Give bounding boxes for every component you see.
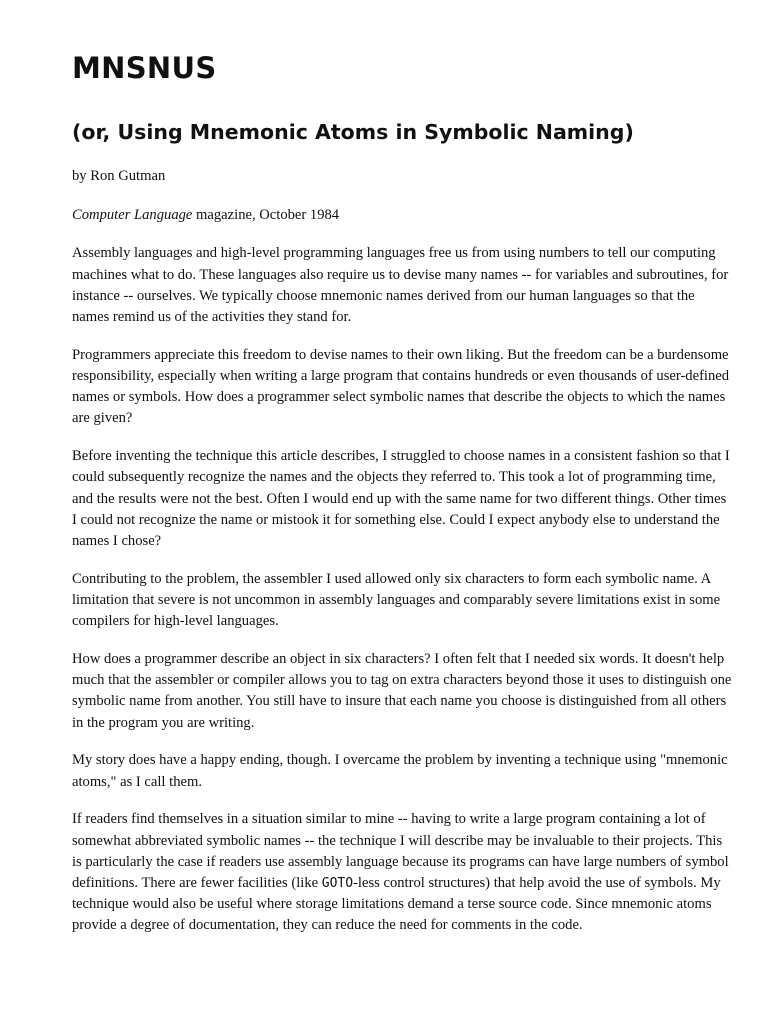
publication-date: magazine, October 1984 (192, 207, 340, 224)
paragraph-3: Before inventing the technique this article describes, I struggled to choose names in a consistent fashion so that I could subsequently recognize the names and the objects they referred to. This took a lot of programming time, and the results were not the best. Often I would end up with the same name for two different things. Other times I could not recognize the name or mistook it for something else. Could I expect anybody else to understand the names I chose? (72, 448, 730, 550)
paragraph-6: My story does have a happy ending, though. I overcame the problem by inventing a technique using "mnemonic atoms," as I call them. (72, 752, 728, 790)
article-subtitle: (or, Using Mnemonic Atoms in Symbolic Naming) (72, 120, 634, 144)
paragraph-2: Programmers appreciate this freedom to devise names to their own liking. But the freedom can be a burdensome responsibility, especially when writing a large program that contains hundreds or even thousands of user-defined names or symbols. How does a programmer select symbolic names that describe the objects to which the names are given? (72, 346, 730, 427)
publication-name: Computer Language (72, 207, 193, 224)
article-title: MNSNUS (72, 51, 217, 85)
paragraph-7-text-b: -less control structures) that help avoid the use of symbols. My technique would also be useful where storage limitations demand a terse source code. Since mnemonic atoms provide a degree of documentation, they can reduce the need for comments in the code. (72, 875, 721, 934)
paragraph-7-text-a: If readers find themselves in a situation similar to mine -- having to write a large program containing a lot of somewhat abbreviated symbolic names -- the technique I will describe may be invaluable to their projects. This is particularly the case if readers use assembly language because its programs can have large numbers of symbol definitions. There are fewer facilities (like (72, 811, 729, 892)
paragraph-4: Contributing to the problem, the assembler I used allowed only six characters to form each symbolic name. A limitation that severe is not uncommon in assembly languages and comparably severe limitations exist in some compilers for high-level languages. (72, 570, 721, 630)
paragraph-7 (72, 809, 732, 936)
byline: by Ron Gutman (72, 168, 166, 184)
paragraph-5: How does a programmer describe an object in six characters? I often felt that I needed six words. It doesn't help much that the assembler or compiler allows you to tag on extra characters beyond those it uses to distinguish one symbolic name from another. You still have to insure that each name you choose is distinguished from all others in the program you are writing. (72, 651, 732, 731)
article (72, 48, 732, 953)
paragraph-1: Assembly languages and high-level programming languages free us from using numbers to tell our computing machines what to do. These languages also require us to devise many names -- for variables and subroutines, for instance -- ourselves. We typically choose mnemonic names derived from our human languages so that the names remind us of the activities they stand for. (72, 245, 729, 326)
inline-code: GOTO (321, 876, 354, 892)
source-line (72, 205, 732, 226)
